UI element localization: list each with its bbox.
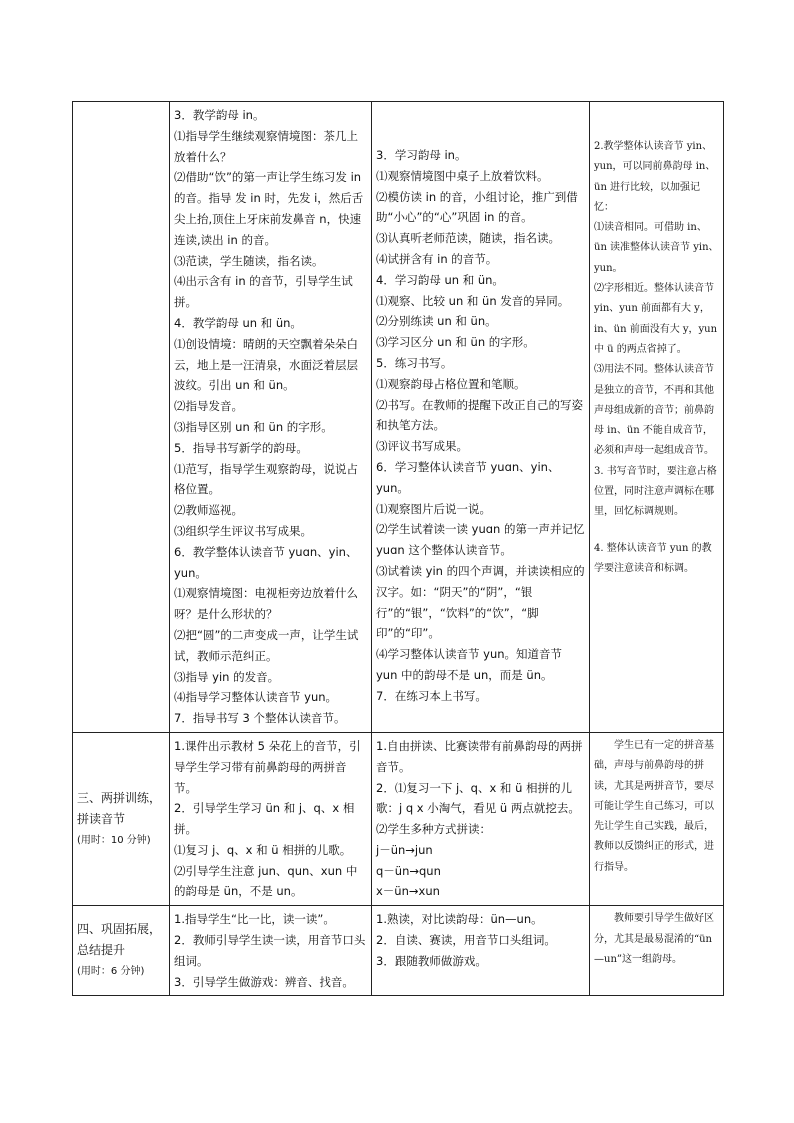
text-line: 6．学习整体认读音节 yuɑn、yin、yun。: [376, 459, 560, 495]
table-row: [73, 906, 724, 996]
text-line: 2.教学整体认读音节 yin、yun，可以同前鼻韵母 in、ün 进行比较，以加强记忆：: [594, 141, 716, 213]
text-line: ⑴指导学生继续观察情境图：茶几上放着什么？: [174, 128, 358, 164]
text-line: 3．引导学生做游戏：辨音、找音。: [174, 974, 354, 989]
stage-cell: [73, 102, 170, 733]
text-line: ⑶试着读 yin 的四个声调，并读读相应的汉字。如：“阴天”的“阴”，“银行”的“银”，“饮料”的“饮”，“脚印”的“印”。: [376, 563, 585, 641]
text-line: ⑷学习整体认读音节 yun。知道音节 yun 中的韵母不是 un，而是 ün。: [376, 647, 563, 682]
teacher-activity-cell: [170, 732, 372, 905]
text-line: 教师要引导学生做好区分，尤其是最易混淆的“ün—un”这一组韵母。: [594, 913, 714, 965]
table-row: [73, 732, 724, 905]
text-line: 2．⑴复习一下 j、q、x 和 ü 相拼的儿歌：j q x 小淘气，看见 ü 两点就挖去。: [376, 780, 580, 816]
text-line: x－ün→xun: [376, 884, 440, 899]
text-line: ⑴创设情境：晴朗的天空飘着朵朵白云，地上是一汪清泉，水面泛着层层波纹。引出 un 和 ün。: [174, 336, 358, 393]
text-line: ⑶范读，学生随读，指名读。: [174, 253, 324, 268]
table-row: [73, 102, 724, 733]
text-line: 4．教学韵母 un 和 ün。: [174, 315, 302, 330]
text-line: 4. 整体认读音节 yun 的教学要注意读音和标调。: [594, 542, 712, 574]
text-line: 1.课件出示教材 5 朵花上的音节，引导学生学习带有前鼻韵母的两拼音节。: [174, 738, 361, 795]
spacer: [594, 121, 719, 137]
text-line: ⑵教师巡视。: [174, 503, 243, 518]
text-line: ⑵模仿读 in 的音，小组讨论，推广到借助“小心”的“心”巩固 in 的音。: [376, 189, 578, 225]
text-line: ⑴读音相同。可借助 in、ün 读准整体认读音节 yin、yun。: [594, 222, 719, 274]
text-line: ⑵分别练读 un 和 ün。: [376, 314, 497, 329]
design-note-cell: [590, 906, 724, 996]
text-line: 3．跟随教师做游戏。: [376, 953, 487, 968]
text-line: 3. 书写音节时，要注意占格位置，同时注意声调标在哪里，回忆标调规则。: [594, 465, 717, 518]
stage-time: (用时：6 分钟): [77, 966, 145, 978]
student-activity-cell: [372, 906, 590, 996]
text-line: ⑴观察、比较 un 和 ün 发音的异同。: [376, 293, 570, 308]
text-line: ⑵书写。在教师的提醒下改正自己的写姿和执笔方法。: [376, 397, 583, 433]
text-line: ⑶指导区别 un 和 ün 的字形。: [174, 419, 333, 434]
text-line: 2．教师引导学生读一读，用音节口头组词。: [174, 933, 366, 968]
text-line: 1.熟读，对比读韵母：ün—un。: [376, 912, 543, 927]
student-activity-cell: [372, 102, 590, 733]
student-activity-cell: [372, 732, 590, 905]
teacher-activity-cell: [170, 906, 372, 996]
text-line: ⑶用法不同。整体认读音节是独立的音节，不再和其他声母组成新的音节；前鼻韵母 in、ün 不能自成音节，必须和声母一起组成音节。: [594, 364, 714, 457]
text-line: 3．教学韵母 in。: [174, 108, 265, 122]
text-line: ⑵学生试着读一读 yuɑn 的第一声并记忆 yuɑn 这个整体认读音节。: [376, 522, 585, 558]
text-line: ⑶组织学生评议书写成果。: [174, 523, 312, 538]
text-line: ⑶学习区分 un 和 ün 的字形。: [376, 335, 535, 350]
text-line: ⑵学生多种方式拼读：: [376, 822, 491, 837]
text-line: ⑵把“圆”的二声变成一声，让学生试试，教师示范纠正。: [174, 627, 359, 663]
teacher-activity-cell: [170, 102, 372, 733]
stage-title: 三、两拼训练，拼读音节: [77, 790, 162, 826]
text-line: ⑶评议书写成果。: [376, 439, 468, 454]
text-line: ⑵字形相近。整体认读音节 yin、yun 前面都有大 y，in、ün 前面没有大 y，yun 中 ü 的两点省掉了。: [594, 283, 718, 355]
stage-time: (用时：10 分钟): [77, 834, 151, 846]
text-line: 2．自读、赛读，用音节口头组词。: [376, 933, 556, 948]
text-line: 1.指导学生“比一比，读一读”。: [174, 912, 335, 927]
text-line: ⑷试拼含有 in 的音节。: [376, 251, 498, 266]
text-line: 1.自由拼读、比赛读带有前鼻韵母的两拼音节。: [376, 738, 583, 774]
text-line: ⑶指导 yin 的发音。: [174, 669, 280, 684]
text-line: 3．学习韵母 in。: [376, 148, 467, 162]
text-line: 6．教学整体认读音节 yuɑn、yin、yun。: [174, 544, 358, 580]
lesson-plan-table: [72, 101, 724, 996]
stage-title: 四、巩固拓展，总结提升: [77, 922, 162, 958]
text-line: ⑵借助“饮”的第一声让学生练习发 in 的音。指导 发 in 时，先发 i，然后舌尖上抬,顶住上牙床前发鼻音 n，快速连读,读出 in 的音。: [174, 170, 364, 247]
spacer: [594, 523, 719, 539]
text-line: 学生已有一定的拼音基础，声母与前鼻韵母的拼读，尤其是两拼音节，要尽可能让学生自己练习，可以先让学生自己实践，最后，教师以反馈纠正的形式，进行指导。: [594, 739, 714, 873]
text-line: ⑴观察图片后说一说。: [376, 501, 491, 516]
text-line: 4．学习韵母 un 和 ün。: [376, 272, 504, 287]
text-line: 7．在练习本上书写。: [376, 688, 487, 703]
design-note-cell: [590, 102, 724, 733]
spacer: [376, 125, 585, 145]
stage-cell: [73, 906, 170, 996]
spacer: [594, 105, 719, 121]
text-line: 5．练习书写。: [376, 355, 453, 370]
text-line: ⑶认真听老师范读，随读，指名读。: [376, 231, 560, 246]
spacer: [376, 105, 585, 125]
text-line: ⑷指导学习整体认读音节 yun。: [174, 690, 338, 705]
text-line: ⑴观察韵母占格位置和笔顺。: [376, 376, 526, 391]
stage-cell: [73, 732, 170, 905]
text-line: ⑵引导学生注意 jun、qun、xun 中的韵母是 ün，不是 un。: [174, 863, 358, 899]
text-line: q－ün→qun: [376, 863, 441, 878]
text-line: ⑴观察情境图中桌子上放着饮料。: [376, 168, 549, 183]
text-line: ⑴复习 j、q、x 和 ü 相拼的儿歌。: [174, 842, 352, 857]
text-line: 5．指导书写新学的韵母。: [174, 440, 308, 455]
text-line: j－ün→jun: [376, 842, 433, 857]
text-line: ⑵指导发音。: [174, 399, 243, 414]
text-line: 7．指导书写 3 个整体认读音节。: [174, 711, 346, 726]
text-line: ⑴观察情境图：电视柜旁边放着什么呀？是什么形状的？: [174, 586, 358, 622]
design-note-cell: [590, 732, 724, 905]
text-line: ⑴范写，指导学生观察韵母，说说占格位置。: [174, 461, 358, 497]
text-line: 2．引导学生学习 ün 和 j、q、x 相拼。: [174, 801, 355, 837]
text-line: ⑷出示含有 in 的音节，引导学生试拼。: [174, 274, 353, 310]
